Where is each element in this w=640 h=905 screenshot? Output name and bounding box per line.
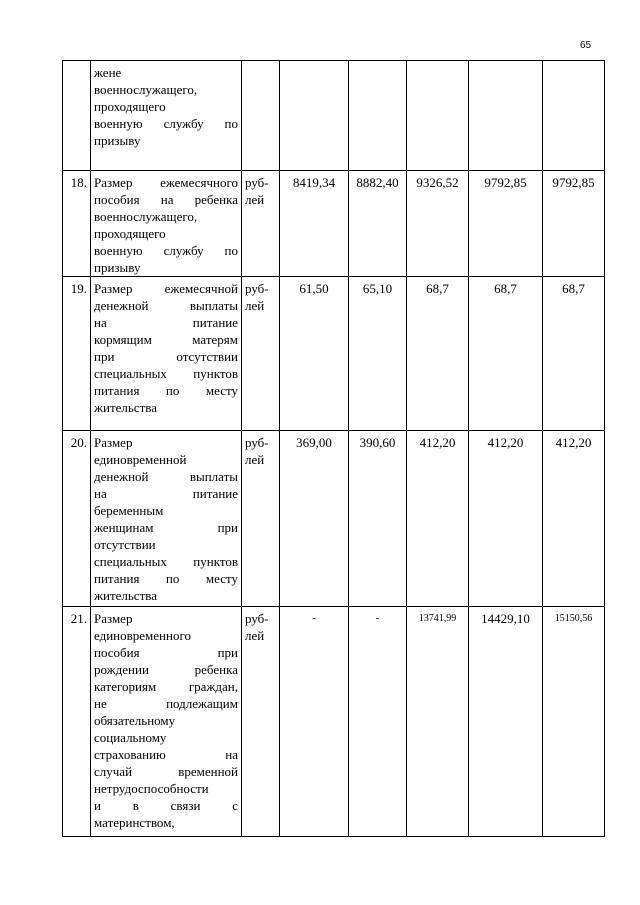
- description-line: нетрудоспособности: [94, 781, 209, 796]
- unit-label: руб-: [245, 281, 269, 296]
- unit-cell: [242, 607, 280, 837]
- table-row: [63, 61, 605, 171]
- table-row: [63, 431, 605, 607]
- description-line: единовременного: [94, 628, 191, 643]
- description-line: пособия при: [94, 645, 238, 660]
- row-description: [91, 171, 242, 277]
- value-cell: 8419,34: [280, 171, 349, 277]
- page-number: 65: [580, 40, 592, 51]
- value-cell: 369,00: [280, 431, 349, 607]
- unit-label: лей: [245, 452, 265, 467]
- value-cell: 412,20: [543, 431, 605, 607]
- table-row: [63, 171, 605, 277]
- description-line: социальному: [94, 730, 167, 745]
- table-body: [63, 61, 605, 837]
- value-cell: [469, 61, 543, 171]
- row-number: 20.: [63, 431, 91, 607]
- description-line: призыву: [94, 133, 141, 148]
- unit-cell: [242, 277, 280, 431]
- description-line: специальных пунктов: [94, 554, 238, 569]
- row-description: [91, 431, 242, 607]
- description-line: при отсутствии: [94, 349, 238, 364]
- row-number: 21.: [63, 607, 91, 837]
- value-cell: 14429,10: [469, 607, 543, 837]
- description-line: Размер ежемесячной: [94, 281, 238, 296]
- description-line: не подлежащим: [94, 696, 238, 711]
- unit-label: руб-: [245, 611, 269, 626]
- description-line: единовременной: [94, 452, 187, 467]
- table-row: [63, 607, 605, 837]
- description-line: призыву: [94, 260, 141, 275]
- description-line: на питание: [94, 486, 238, 501]
- row-number: [63, 61, 91, 171]
- value-cell: 68,7: [469, 277, 543, 431]
- description-line: питания по месту: [94, 571, 238, 586]
- description-line: военнослужащего,: [94, 209, 198, 224]
- value-cell: 412,20: [469, 431, 543, 607]
- description-line: отсутствии: [94, 537, 156, 552]
- value-cell: 8882,40: [349, 171, 407, 277]
- value-cell: 61,50: [280, 277, 349, 431]
- value-cell: [407, 61, 469, 171]
- value-cell: 412,20: [407, 431, 469, 607]
- value-cell: [280, 61, 349, 171]
- row-description: [91, 607, 242, 837]
- value-cell: 13741,99: [407, 607, 469, 837]
- description-line: случай временной: [94, 764, 238, 779]
- description-line: денежной выплаты: [94, 469, 238, 484]
- description-line: кормящим матерям: [94, 332, 238, 347]
- unit-label: руб-: [245, 435, 269, 450]
- description-line: военную службу по: [94, 243, 238, 258]
- value-cell: 9326,52: [407, 171, 469, 277]
- value-cell: 68,7: [407, 277, 469, 431]
- description-line: проходящего: [94, 226, 166, 241]
- description-line: военную службу по: [94, 116, 238, 131]
- unit-cell: [242, 171, 280, 277]
- value-cell: -: [280, 607, 349, 837]
- description-line: категориям граждан,: [94, 679, 238, 694]
- benefits-table: [62, 60, 605, 837]
- description-line: беременным: [94, 503, 164, 518]
- row-number: 19.: [63, 277, 91, 431]
- description-line: денежной выплаты: [94, 298, 238, 313]
- description-line: женщинам при: [94, 520, 238, 535]
- description-line: жительства: [94, 588, 157, 603]
- value-cell: 15150,56: [543, 607, 605, 837]
- description-line: жительства: [94, 400, 157, 415]
- row-description: [91, 61, 242, 171]
- description-line: и в связи с: [94, 798, 238, 813]
- value-cell: 390,60: [349, 431, 407, 607]
- value-cell: 65,10: [349, 277, 407, 431]
- description-line: жене: [94, 65, 122, 80]
- value-cell: [543, 61, 605, 171]
- value-cell: [349, 61, 407, 171]
- description-line: питания по месту: [94, 383, 238, 398]
- value-cell: -: [349, 607, 407, 837]
- description-line: проходящего: [94, 99, 166, 114]
- description-line: военнослужащего,: [94, 82, 198, 97]
- row-number: 18.: [63, 171, 91, 277]
- description-line: рождении ребенка: [94, 662, 238, 677]
- description-line: страхованию на: [94, 747, 238, 762]
- value-cell: 9792,85: [469, 171, 543, 277]
- unit-cell: [242, 61, 280, 171]
- unit-label: руб-: [245, 175, 269, 190]
- unit-cell: [242, 431, 280, 607]
- value-cell: 68,7: [543, 277, 605, 431]
- value-cell: 9792,85: [543, 171, 605, 277]
- description-line: Размер: [94, 435, 133, 450]
- description-line: Размер ежемесячного: [94, 175, 238, 190]
- description-line: материнством,: [94, 815, 175, 830]
- row-description: [91, 277, 242, 431]
- description-line: на питание: [94, 315, 238, 330]
- unit-label: лей: [245, 192, 265, 207]
- description-line: специальных пунктов: [94, 366, 238, 381]
- table-row: [63, 277, 605, 431]
- description-line: Размер: [94, 611, 133, 626]
- description-line: обязательному: [94, 713, 176, 728]
- unit-label: лей: [245, 628, 265, 643]
- unit-label: лей: [245, 298, 265, 313]
- description-line: пособия на ребенка: [94, 192, 238, 207]
